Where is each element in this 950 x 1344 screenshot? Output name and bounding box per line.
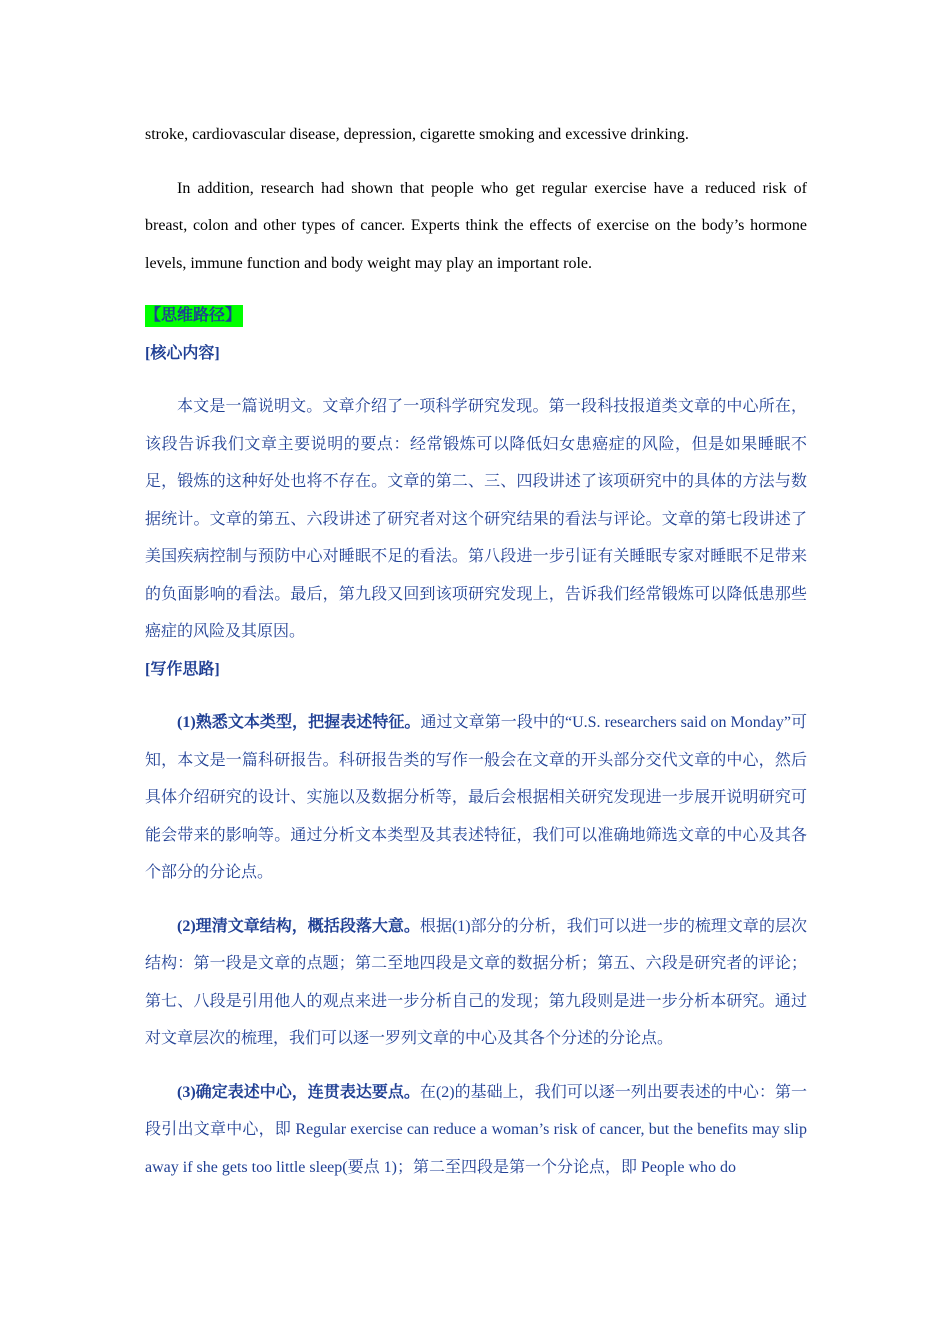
thinking-path-tag-line [145,297,807,335]
point-3-title: (3)确定表述中心，连贯表达要点。 [177,1083,420,1101]
thinking-path-tag: 【思维路径】 [145,305,243,327]
point-2-title: (2)理清文章结构，概括段落大意。 [177,917,420,935]
point-1-text: 通过文章第一段中的“U.S. researchers said on Monday”可知，本文是一篇科研报告。科研报告类的写作一般会在文章的开头部分交代文章的中心，然后具体介绍研究的设计、实施以及数据分析等，最后会根据相关研究发现进一步展开说明研究可能会带来的影响等。通过分析文本类型及其表述特征，我们可以准确地筛选文章的中心及其各个部分的分论点。 [145,714,807,881]
point-3-paragraph [145,1074,807,1187]
point-3-text: 在(2)的基础上，我们可以逐一列出要表述的中心：第一段引出文章中心，即 Regular exercise can reduce a woman’s risk of cancer, but the benefits may slip away if she gets too little sleep(要点 1)；第二至四段是第一个分论点，即 People who do [145,1083,807,1176]
english-paragraph-2: In addition, research had shown that people who get regular exercise have a reduced risk of breast, colon and other types of cancer. Experts think the effects of exercise on the body’s hormone levels, immune function and body weight may play an important role. [145,179,807,272]
core-content-paragraph: 本文是一篇说明文。文章介绍了一项科学研究发现。第一段科技报道类文章的中心所在，该段告诉我们文章主要说明的要点：经常锻炼可以降低妇女患癌症的风险，但是如果睡眠不足，锻炼的这种好处也将不存在。文章的第二、三、四段讲述了该项研究中的具体的方法与数据统计。文章的第五、六段讲述了研究者对这个研究结果的看法与评论。文章的第七段讲述了美国疾病控制与预防中心对睡眠不足的看法。第八段进一步引证有关睡眠专家对睡眠不足带来的负面影响的看法。最后，第九段又回到该项研究发现上，告诉我们经常锻炼可以降低患那些癌症的风险及其原因。 [145,398,807,640]
point-2-paragraph [145,908,807,1058]
document-page [145,116,807,1186]
point-1-paragraph [145,704,807,892]
point-1-title: (1)熟悉文本类型，把握表述特征。 [177,714,421,731]
english-paragraph-1: stroke, cardiovascular disease, depression, cigarette smoking and excessive drinking. [145,126,689,143]
point-2-text: 根据(1)部分的分析，我们可以进一步的梳理文章的层次结构：第一段是文章的点题；第二至地四段是文章的数据分析；第五、六段是研究者的评论；第七、八段是引用他人的观点来进一步分析自己的发现；第九段则是进一步分析本研究。通过对文章层次的梳理，我们可以逐一罗列文章的中心及其各个分述的分论点。 [145,917,807,1047]
writing-approach-heading: [写作思路] [145,660,220,678]
core-content-heading: [核心内容] [145,344,220,362]
